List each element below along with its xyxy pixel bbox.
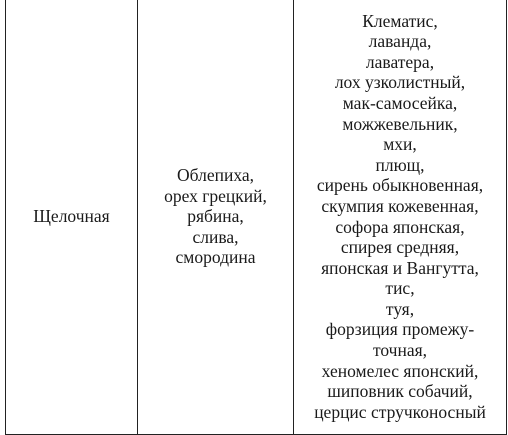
ornamental-plant-line: скумпия кожевенная, bbox=[321, 195, 479, 216]
fruit-plant-line: слива, bbox=[192, 226, 239, 247]
ornamental-plant-line: мхи, bbox=[383, 134, 417, 155]
ornamental-plant-line: тис, bbox=[385, 278, 415, 299]
ornamental-plant-line: японская и Вангутта, bbox=[321, 257, 479, 278]
ornamental-plant-line: спирея средняя, bbox=[340, 237, 460, 258]
ornamental-plant-line: мак-самосейка, bbox=[342, 92, 458, 113]
ornamental-plant-line: форзиция промежу- bbox=[325, 319, 475, 340]
ornamental-plant-line: софора японская, bbox=[335, 216, 465, 237]
ornamental-plant-line: церцис стручконосный bbox=[314, 401, 486, 422]
fruit-plant-line: рябина, bbox=[187, 206, 244, 227]
ornamental-plant-line: Клематис, bbox=[362, 10, 438, 31]
soil-type-text: Щелочная bbox=[33, 206, 110, 227]
fruit-plant-line: орех грецкий, bbox=[164, 185, 267, 206]
ornamental-plant-line: хеномелес японский, bbox=[321, 360, 479, 381]
ornamental-plant-line: шиповник собачий, bbox=[327, 381, 473, 402]
ornamental-plant-line: лаванда, bbox=[368, 31, 432, 52]
plant-table bbox=[5, 0, 507, 435]
ornamental-plant-line: лаватера, bbox=[365, 51, 435, 72]
ornamental-plant-line: точная, bbox=[372, 340, 428, 361]
ornamental-plant-line: можжевельник, bbox=[342, 113, 458, 134]
fruit-plant-line: Облепиха, bbox=[177, 165, 254, 186]
soil-type-cell bbox=[6, 0, 138, 435]
ornamental-plant-line: лох узколистный, bbox=[334, 72, 466, 93]
ornamental-plant-line: плющ, bbox=[375, 154, 425, 175]
table-row bbox=[6, 0, 507, 435]
ornamental-plants-cell bbox=[294, 0, 507, 435]
ornamental-plant-line: туя, bbox=[385, 298, 415, 319]
fruit-plants-cell bbox=[138, 0, 294, 435]
fruit-plant-line: смородина bbox=[175, 247, 256, 268]
ornamental-plant-line: сирень обыкновенная, bbox=[316, 175, 484, 196]
